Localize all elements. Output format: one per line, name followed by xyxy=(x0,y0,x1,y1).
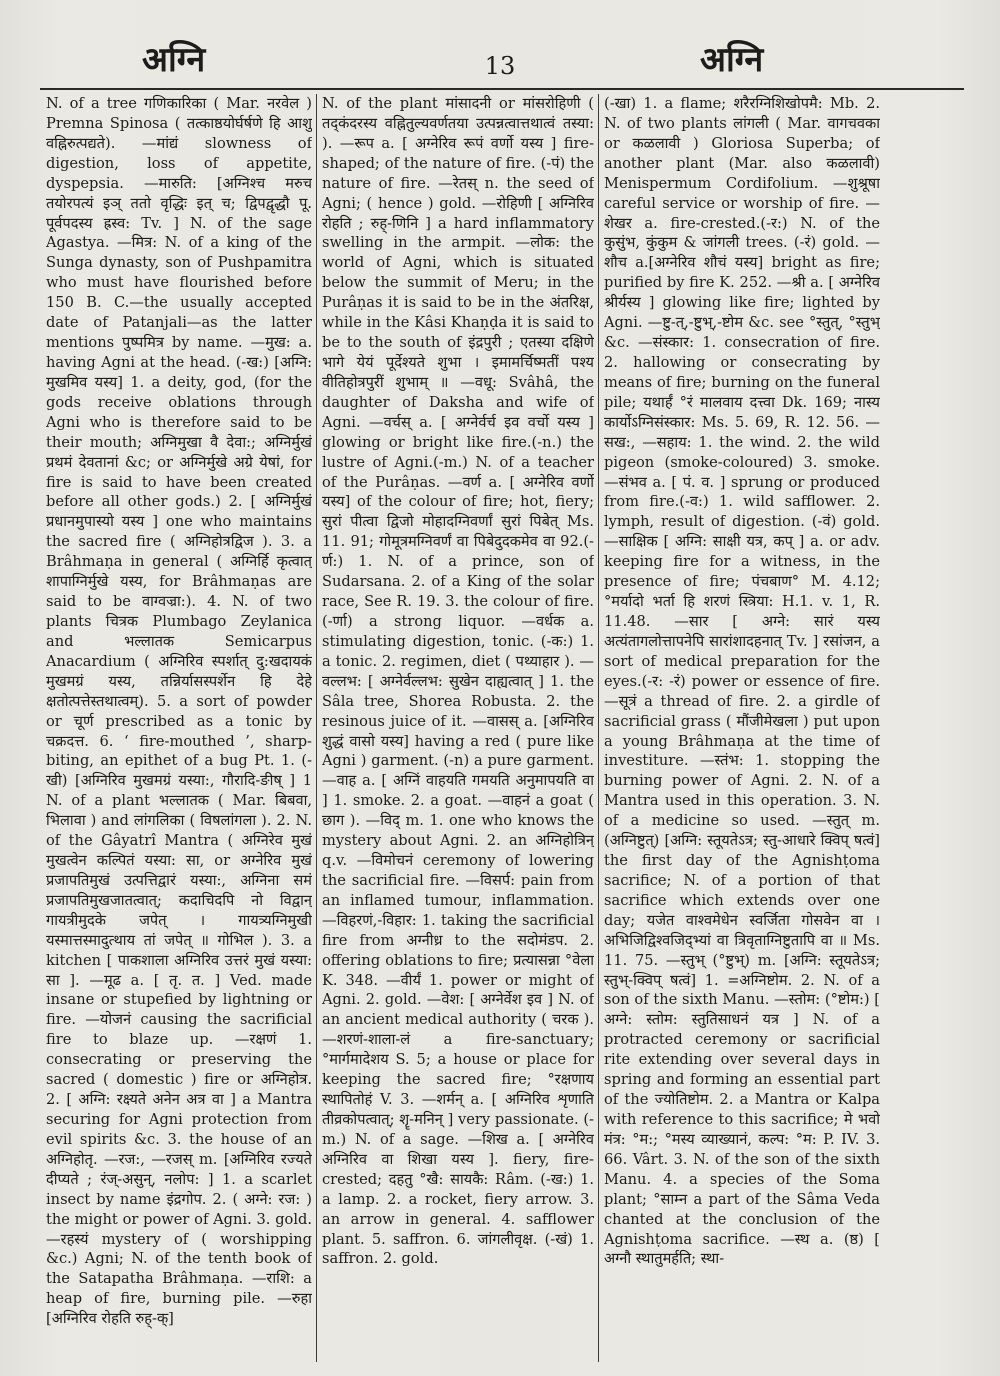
column-3-text: (-खा) 1. a flame; शरैरग्निशिखोपमै: Mb. 2. N. of two plants लांगली ( Mar. वागचवका or कळलावी ) Gloriosa Superba; of another plant (Mar. also कळलावी) Menispermum Cordifolium. —शुश्रूषा careful service or worship of fire. —शेखर a. fire-crested.(-र:) N. of the कुसुंभ, कुंकुम & जांगली trees. (-रं) gold. —शौच a.[अग्नेरिव शौचं यस्य] bright as fire; purified by fire K. 252. —श्री a. [ अग्नेरिव श्रीर्यस्य ] glowing like fire; lighted by Agni. —ष्टु-त्,-ष्टुभ्,-ष्टोम &c. see °स्तुत्, °स्तुभ् &c. —संस्कार: 1. consecration of fire. 2. hallowing or consecrating by means of fire; burning on the funeral pile; यथार्हं °रं मालवाय दत्त्वा Dk. 169; नास्य कार्योऽग्निसंस्कार: Ms. 5. 69, R. 12. 56. —सख:, —सहाय: 1. the wind. 2. the wild pigeon (smoke-coloured) 3. smoke. —संभव a. [ पं. व. ] sprung or produced from fire.(-व:) 1. wild safflower. 2. lymph, result of digestion. (-वं) gold. —साक्षिक [ अग्नि: साक्षी यत्र, कप् ] a. or adv. keeping fire for a witness, in the presence of fire; पंचबाण° M. 4.12; °मर्यादो भर्ता हि शरणं स्त्रिया: H.1. v. 1, R. 11.48. —सार [ अग्ने: सारं यस्य अत्यंतागलोत्तापनेपि सारांशादहनात् Tv. ] रसांजन, a sort of medical preparation for the eyes.(-र: -रं) power or essence of fire. —सूत्रं a thread of fire. 2. a girdle of sacrificial grass ( मौंजीमेखला ) put upon a young Brâhmaṇa at the time of investiture. —स्तंभ: 1. stopping the burning power of Agni. 2. N. of a Mantra used in this operation. 3. N. of a medicine so used. —स्तुत् m. (अग्निष्टुत्) [अग्नि: स्तूयतेऽत्र; स्तु-आधारे क्विप् षत्वं] the first day of the Agnishṭoma sacrifice; N. of a portion of that sacrifice which extends over one day; यजेत वाश्वमेधेन स्वर्जिता गोसवेन वा । अभिजिद्विश्वजिद्भ्यां वा त्रिवृताग्निष्टुतापि वा ॥ Ms. 11. 75. —स्तुभ् (°ष्टुभ्) m. [अग्नि: स्तूयतेऽत्र; स्तुभ्-क्विप् षत्वं] 1. =अग्निष्टोम. 2. N. of a son of the sixth Manu. —स्तोम: (°ष्टोम:) [ अग्ने: स्तोम: स्तुतिसाधनं यत्र ] N. of a protracted ceremony or sacrificial rite extending over several days in spring and forming an essential part of the ज्योतिष्टोम. 2. a Mantra or Kalpa with reference to this sacrifice; मे भवो मंत्र: °म:; °मस्य व्याख्यानं, कल्प: °म: P. IV. 3. 66. Vârt. 3. N. of the son of the sixth Manu. 4. a species of the Soma plant; °साम्न a part of the Sâma Veda chanted at the conclusion of the Agnishṭoma sacrifice. —स्थ a. (ष्ठ) [ अग्नौ स्थातुमर्हति; स्था- xyxy=(604,95,880,1268)
column-3 xyxy=(604,94,880,1364)
column-divider-1 xyxy=(316,94,317,1362)
running-head xyxy=(0,38,1000,88)
column-2-text: N. of the plant मांसादनी or मांसरोहिणी ( तद्कंदरस्य वह्नितुल्यवर्णतया उत्पन्नत्वात्तथात्वं तस्या: ). —रूप a. [ अग्नेरिव रूपं वर्णो यस्य ] fire-shaped; of the nature of fire. (-पं) the nature of fire. —रेतस् n. the seed of Agni; ( hence ) gold. —रोहिणी [ अग्निरिव रोहति ; रुह्-णिनि ] a hard inflammatory swelling in the armpit. —लोक: the world of Agni, which is situated below the summit of Meru; in the Purâṇas it is said to be in the अंतरिक्ष, while in the Kâsi Khaṇḍa it is said to be to the south of इंद्रपुरी ; एतस्या दक्षिणे भागे येयं पूर्देश्यते शुभा । इमामर्चिष्मतीं पश्य वीतिहोत्रपुरीं शुभाम् ॥ —वधू: Svâhâ, the daughter of Daksha and wife of Agni. —वर्चस् a. [ अग्नेर्वर्च इव वर्चो यस्य ] glowing or bright like fire.(-n.) the lustre of Agni.(-m.) N. of a teacher of the Purâṇas. —वर्ण a. [ अग्नेरिव वर्णो यस्य] of the colour of fire; hot, fiery; सुरां पीत्वा द्विजो मोहादग्निवर्णां सुरां पिबेत् Ms. 11. 91; गोमूत्रमग्निवर्णं वा पिबेदुदकमेव वा 92.(-र्ण:) 1. N. of a prince, son of Sudarsana. 2. of a King of the solar race, See R. 19. 3. the colour of fire. (-र्णा) a strong liquor. —वर्धक a. stimulating digestion, tonic. (-क:) 1. a tonic. 2. regimen, diet ( पथ्याहार ). —वल्लभ: [ अग्नेर्वल्लभ: सुखेन दाह्यत्वात् ] 1. the Sâla tree, Shorea Robusta. 2. the resinous juice of it. —वासस् a. [अग्निरिव शुद्धं वासो यस्य] having a red ( pure like Agni ) garment. (-n) a pure garment. —वाह a. [ अग्निं वाहयति गमयति अनुमापयति वा ] 1. smoke. 2. a goat. —वाहनं a goat ( छाग ). —विद् m. 1. one who knows the mystery about Agni. 2. an अग्निहोत्रिन् q.v. —विमोचनं ceremony of lowering the sacrificial fire. —विसर्प: pain from an inflamed tumour, inflammation. —विहरणं,-विहार: 1. taking the sacrificial fire from अग्नीध्र to the सदोमंडप. 2. offering oblations to fire; प्रत्यासन्ना °वेला K. 348. —वीर्यं 1. power or might of Agni. 2. gold. —वेश: [ अग्नेर्वेश इव ] N. of an ancient medical authority ( चरक ). —शरणं-शाला-लं a fire-sanctuary; °मार्गमादेशय S. 5; a house or place for keeping the sacred fire; °रक्षणाय स्थापितोहं V. 3. —शर्मन् a. [ अग्निरिव शृणाति तीव्रकोपत्वात्; शॄ-मनिन् ] very passionate. (-m.) N. of a sage. —शिख a. [ अग्नेरिव अग्निरिव वा शिखा यस्य ]. fiery, fire-crested; दहतु °खै: सायकै: Râm. (-ख:) 1. a lamp. 2. a rocket, fiery arrow. 3. an arrow in general. 4. safflower plant. 5. saffron. 6. जांगलीवृक्ष. (-खं) 1. saffron. 2. gold. xyxy=(322,95,594,1268)
column-1 xyxy=(46,94,312,1364)
column-2 xyxy=(322,94,594,1364)
column-divider-2 xyxy=(598,94,599,1362)
page-number: 13 xyxy=(484,52,516,80)
right-headword: अग्नि xyxy=(700,40,764,80)
left-headword: अग्नि xyxy=(142,40,206,80)
text-columns xyxy=(40,88,964,1366)
column-1-text: N. of a tree गणिकारिका ( Mar. नरवेल ) Premna Spinosa ( तत्काष्ठयोर्घर्षणे हि आशु वह्निरुत्पद्यते). —मांद्यं slowness of digestion, loss of appetite, dyspepsia. —मारुति: [अग्निश्च मरुच तयोरपत्यं इञ् ततो वृद्धिः इत् च; द्विपद्वृद्धौ पू. पूर्वपदस्य ह्रस्व: Tv. ] N. of the sage Agastya. —मित्र: N. of a king of the Sunga dynasty, son of Pushpamitra who must have flourished before 150 B. C.—the usually accepted date of Patanjali—as the latter mentions पुष्पमित्र by name. —मुख: a. having Agni at the head. (-ख:) [अग्नि: मुखमिव यस्य] 1. a deity, god, (for the gods receive oblations through Agni who is therefore said to be their mouth; अग्निमुखा वै देवा:; अग्निर्मुखं प्रथमं देवतानां &c; or अग्निर्मुखे अग्रे येषां, for fire is said to have been created before all other gods.) 2. [ अग्निर्मुखं प्रधानमुपास्यो यस्य ] one who maintains the sacred fire ( अग्निहोत्रद्विज ). 3. a Brâhmaṇa in general ( अग्निर्हि कृत्वात् शापाग्निर्मुखे यस्य, for Brâhmaṇas are said to be वाग्वज्रा:). 4. N. of two plants चित्रक Plumbago Zeylanica and भल्लातक Semicarpus Anacardium ( अग्निरिव स्पर्शात् दु:खदायकं मुखमग्रं यस्य, तन्निर्यासस्पर्शेन हि देहे क्षतोत्पत्तेस्तथात्वम्). 5. a sort of powder or चूर्ण prescribed as a tonic by चक्रदत्त. 6. ‘ fire-mouthed ’, sharp-biting, an epithet of a bug Pt. 1. (-खी) [अग्निरिव मुखमग्रं यस्या:, गौरादि-ङीष् ] 1 N. of a plant भल्लातक ( Mar. बिबवा, भिलावा ) and लांगलिका ( विषलांगला ). 2. N. of the Gâyatrî Mantra ( अग्निरेव मुखं मुखत्वेन कल्पितं यस्या: सा, or अग्नेरिव मुखं प्रजापतिमुखं उत्पत्तिद्वारं यस्या:, अग्निना समं प्रजापतिमुखजातत्वात्; कदाचिदपि नो विद्वान् गायत्रीमुदके जपेत् । गायत्र्यग्निमुखी यस्मात्तस्मादुत्थाय तां जपेत् ॥ गोभिल ). 3. a kitchen [ पाकशाला अग्निरिव उत्तरं मुखं यस्या: सा ]. —मूढ a. [ तृ. त. ] Ved. made insane or stupefied by lightning or fire. —योजनं causing the sacrificial fire to blaze up. —रक्षणं 1. consecrating or preserving the sacred ( domestic ) fire or अग्निहोत्र. 2. [ अग्नि: रक्ष्यते अनेन अत्र वा ] a Mantra securing for Agni protection from evil spirits &c. 3. the house of an अग्निहोतृ. —रज:, —रजस् m. [अग्निरिव रज्यते दीप्यते ; रंज्-असुन्, नलोप: ] 1. a scarlet insect by name इंद्रगोप. 2. ( अग्ने: रज: ) the might or power of Agni. 3. gold. —रहस्यं mystery of ( worshipping &c.) Agni; N. of the tenth book of the Satapatha Brâhmaṇa. —राशि: a heap of fire, burning pile. —रुहा [अग्निरिव रोहति रुह्-क्] xyxy=(46,95,312,1328)
